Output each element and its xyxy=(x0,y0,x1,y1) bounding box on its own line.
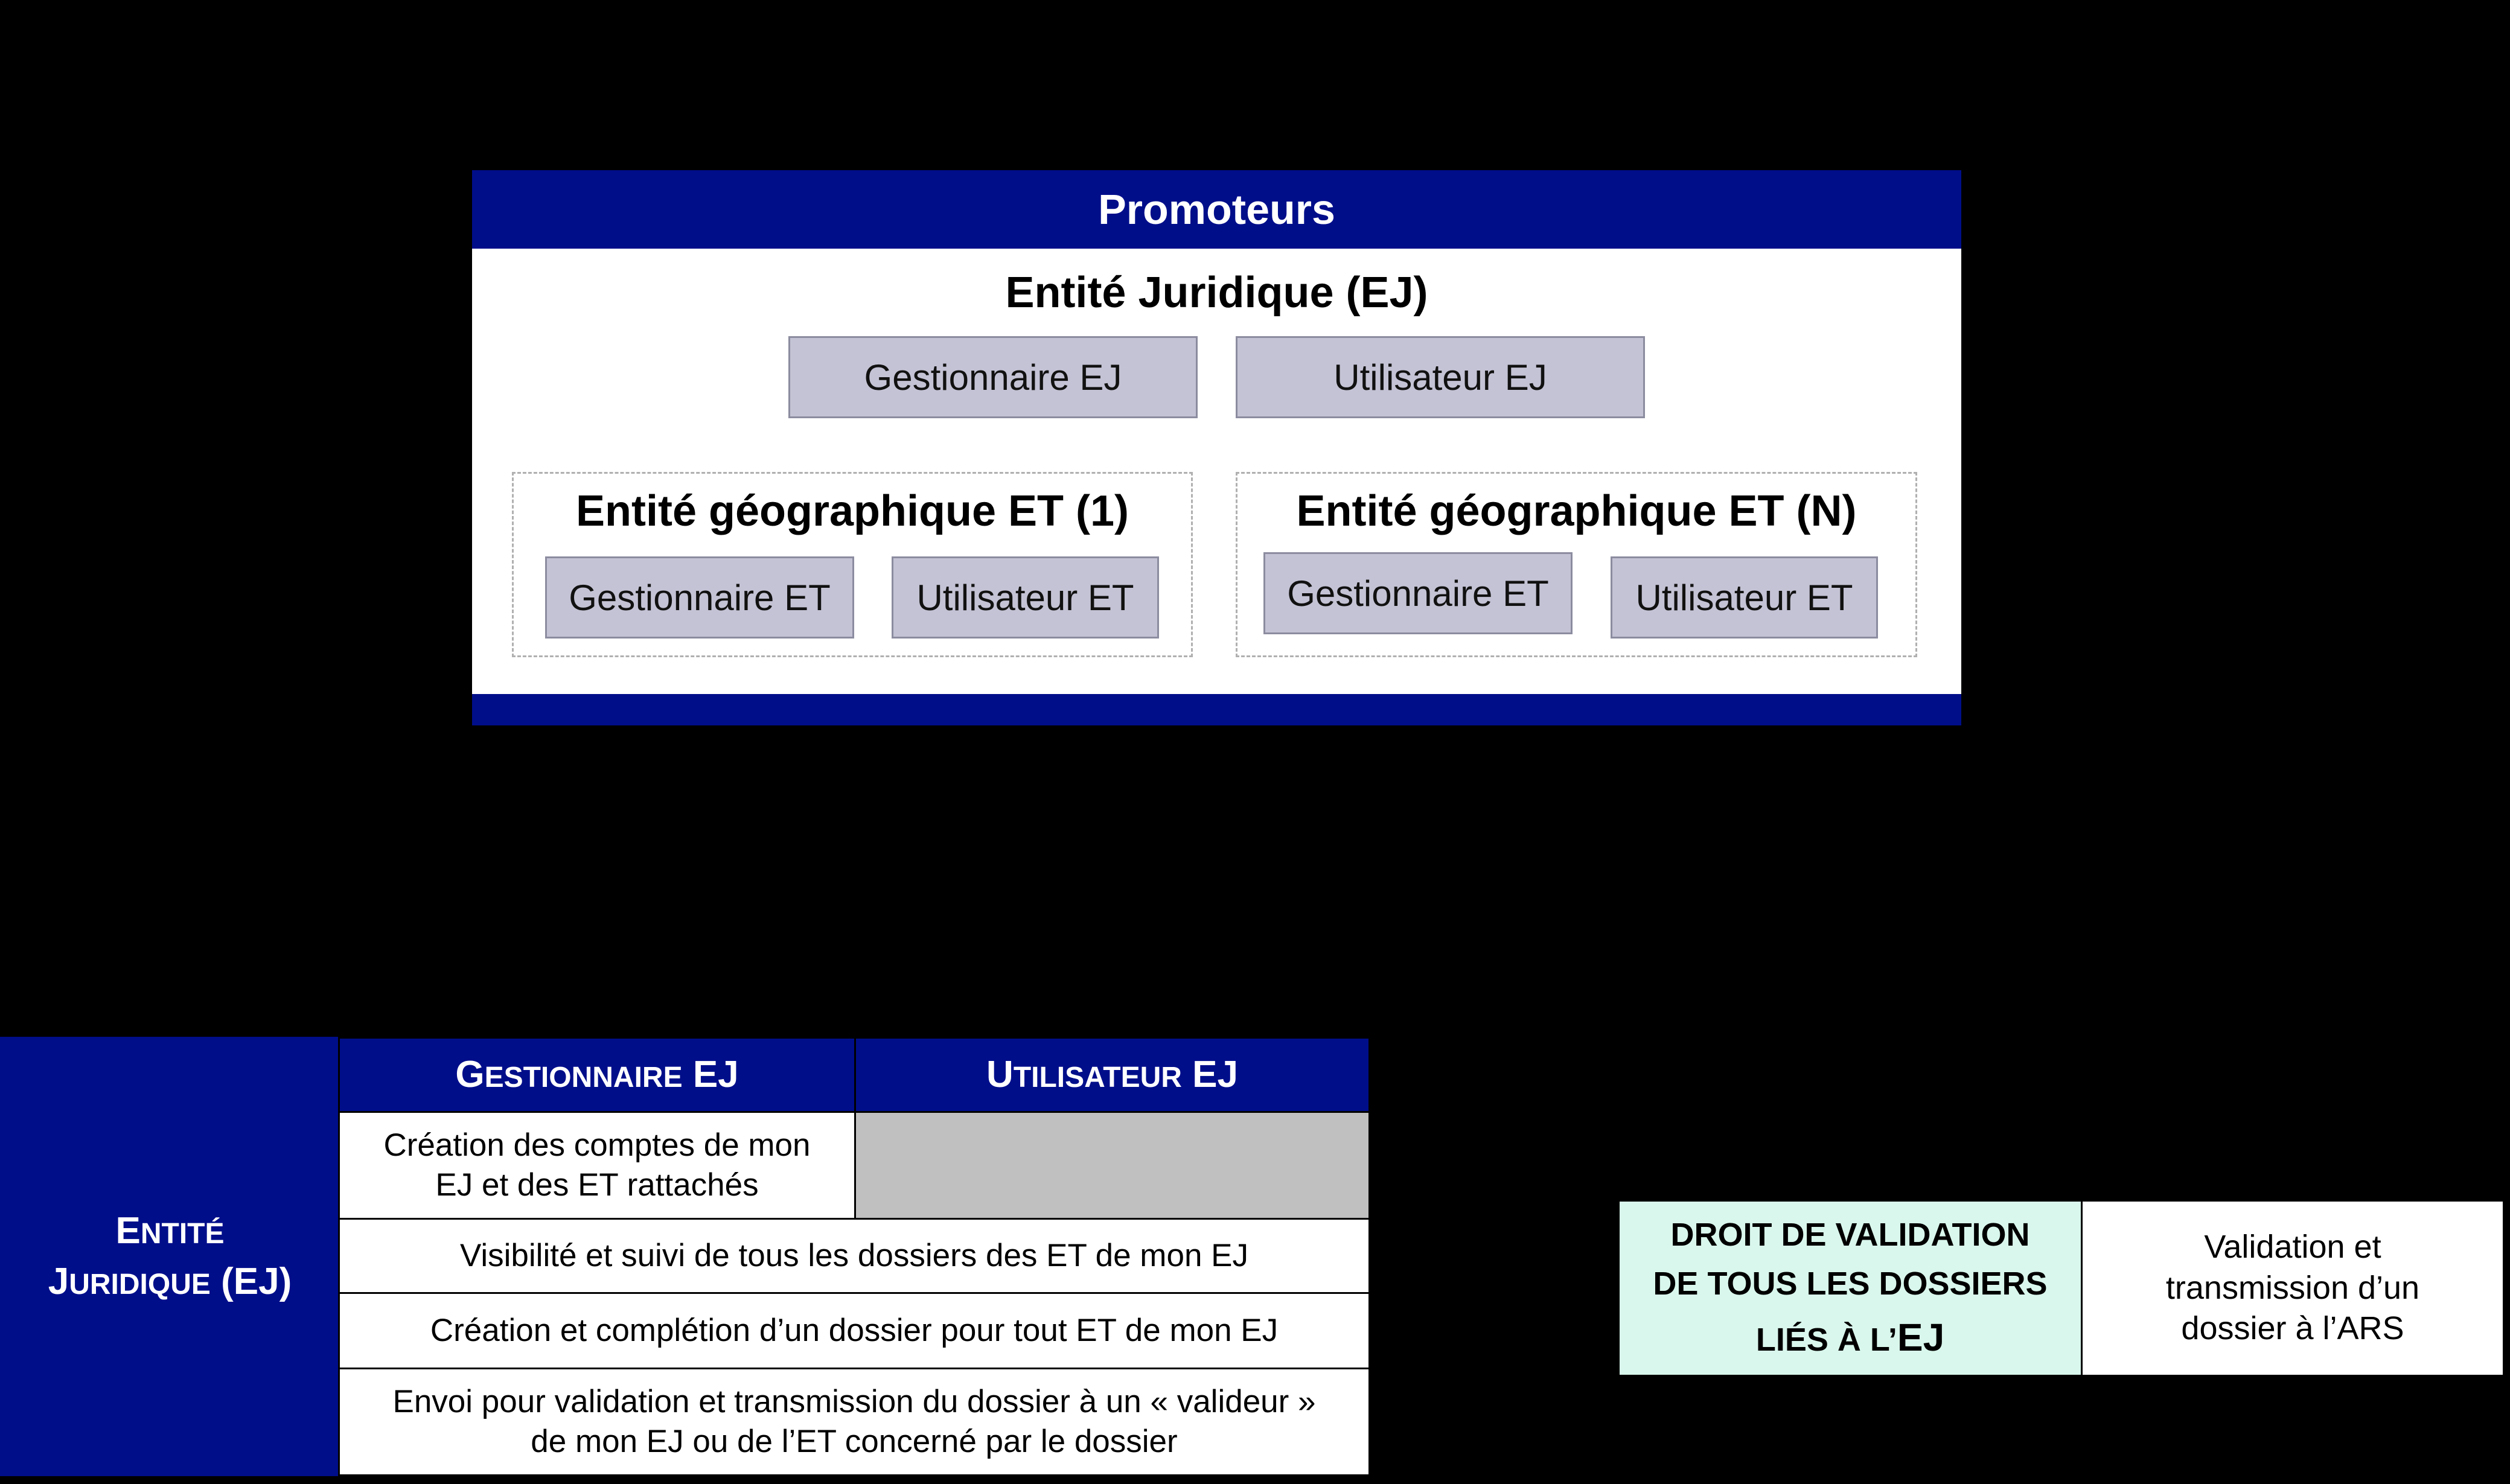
promoteurs-panel xyxy=(469,167,1964,728)
ej-title: Entité Juridique (EJ) xyxy=(1005,269,1428,317)
et-entity-n-title: Entité géographique ET (N) xyxy=(1296,487,1857,535)
header-gestionnaire-ej: GESTIONNAIRE EJ xyxy=(338,1037,856,1113)
et-entity-n xyxy=(1236,472,1917,657)
promoteurs-title: Promoteurs xyxy=(472,170,1961,249)
header-utilisateur-ej: UTILISATEUR EJ xyxy=(854,1037,1370,1113)
droit-validation-box: DROIT DE VALIDATION DE TOUS LES DOSSIERS LIÉS À L’EJ xyxy=(1618,1200,2083,1377)
et-entity-1-title: Entité géographique ET (1) xyxy=(575,487,1129,535)
gestionnaire-et-box: Gestionnaire ET xyxy=(1263,552,1573,634)
utilisateur-et-box: Utilisateur ET xyxy=(892,556,1159,639)
gestionnaire-et-box: Gestionnaire ET xyxy=(545,556,854,639)
utilisateur-et-box: Utilisateur ET xyxy=(1611,556,1878,639)
utilisateur-ej-box: Utilisateur EJ xyxy=(1236,336,1645,418)
row-creation-dossier: Création et complétion d’un dossier pour tout ET de mon EJ xyxy=(338,1292,1370,1369)
row-envoi-validation: Envoi pour validation et transmission du dossier à un « valideur » de mon EJ ou de l’ET concerné par le dossier xyxy=(338,1368,1370,1476)
entite-juridique-label: ENTITÉ JURIDIQUE (EJ) xyxy=(0,1037,340,1476)
row-creation-comptes: Création des comptes de mon EJ et des ET rattachés xyxy=(338,1111,856,1220)
validation-description: Validation et transmission d’un dossier à l’ARS xyxy=(2081,1200,2505,1377)
promoteurs-footer-bar xyxy=(472,694,1961,725)
empty-utilisateur-cell xyxy=(854,1111,1370,1220)
row-visibilite: Visibilité et suivi de tous les dossiers des ET de mon EJ xyxy=(338,1218,1370,1294)
gestionnaire-ej-box: Gestionnaire EJ xyxy=(788,336,1198,418)
et-entity-1 xyxy=(512,472,1193,657)
